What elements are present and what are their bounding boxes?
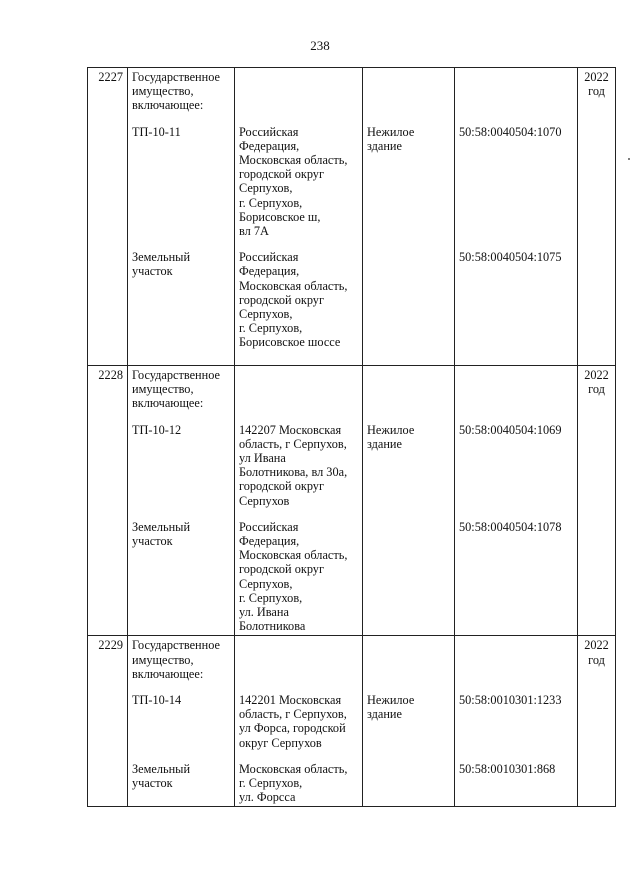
object-type-cell <box>363 366 455 636</box>
address-line: ул. Ивана <box>239 605 289 620</box>
address-line: Московская область, <box>239 761 348 776</box>
address-line: г. Серпухов, <box>239 321 303 336</box>
address-line: Московская область, <box>239 278 348 293</box>
entry-number: 2229 <box>88 636 128 807</box>
address-line: ул Ивана <box>239 451 286 465</box>
address-line: Федерация, <box>239 264 300 279</box>
cadastral-number: 50:58:0040504:1069 <box>459 422 562 437</box>
object-name-line: ТП-10-11 <box>132 124 181 139</box>
address-line: Федерация, <box>239 138 300 153</box>
address-cell <box>235 366 363 636</box>
address-line: Российская <box>239 519 299 534</box>
address-cell <box>235 636 363 807</box>
address-line: Серпухов, <box>239 181 293 196</box>
group-title-line: включающее: <box>132 396 204 411</box>
cadastral-number: 50:58:0010301:868 <box>459 761 556 776</box>
object-name-line: участок <box>132 776 173 791</box>
object-type-line: здание <box>367 138 402 153</box>
address-line: Федерация, <box>239 534 300 549</box>
address-line: Московская область, <box>239 153 348 167</box>
cadastral-number-cell <box>455 636 578 807</box>
cadastral-number: 50:58:0040504:1075 <box>459 250 562 265</box>
cadastral-number: 50:58:0040504:1078 <box>459 519 562 534</box>
address-line: городской округ <box>239 479 324 494</box>
object-name-cell <box>128 366 235 636</box>
object-type-line: Нежилое <box>367 422 415 437</box>
address-line: Серпухов, <box>239 576 293 591</box>
group-title-line: Государственное <box>132 368 220 382</box>
object-name-line: ТП-10-12 <box>132 422 182 437</box>
entry-number: 2228 <box>88 366 128 636</box>
address-line: округ Серпухов <box>239 735 322 750</box>
object-type-cell <box>363 636 455 807</box>
group-title-line: Государственное <box>132 70 220 84</box>
group-title-line: имущество, <box>132 652 194 667</box>
address-line: Борисовское шоссе <box>239 335 341 350</box>
group-title-line: имущество, <box>132 382 194 397</box>
cadastral-number: 50:58:0040504:1070 <box>459 124 562 139</box>
address-line: Болотникова, вл 30а, <box>239 465 348 480</box>
object-type-line: Нежилое <box>367 693 415 708</box>
group-title-line: Государственное <box>132 638 220 653</box>
address-line: городской округ <box>239 562 324 577</box>
object-name-cell <box>128 636 235 807</box>
address-line: Московская область, <box>239 548 348 563</box>
object-name-line: участок <box>132 534 173 548</box>
cadastral-number: 50:58:0010301:1233 <box>459 693 562 708</box>
object-name-line: Земельный <box>132 761 191 776</box>
cadastral-number-cell <box>455 366 578 636</box>
registry-entry-row <box>88 68 616 366</box>
address-line: область, г Серпухов, <box>239 707 347 722</box>
address-line: ул Форса, городской <box>239 721 346 736</box>
address-line: Российская <box>239 250 299 265</box>
object-type-line: Нежилое <box>367 124 415 139</box>
object-type-cell <box>363 68 455 366</box>
object-type-line: здание <box>367 707 402 722</box>
page-number: 238 <box>310 38 330 53</box>
address-line: городской округ <box>239 292 324 307</box>
address-line: вл 7А <box>239 224 269 239</box>
address-line: 142207 Московская <box>239 422 342 437</box>
address-line: Серпухов <box>239 493 290 508</box>
address-line: Серпухов, <box>239 307 293 322</box>
registry-entry-row <box>88 366 616 636</box>
object-type-line: здание <box>367 436 402 451</box>
year-cell: 2022 год <box>578 366 616 636</box>
address-line: г. Серпухов, <box>239 195 303 210</box>
object-name-line: участок <box>132 264 173 279</box>
address-line: городской округ <box>239 167 324 182</box>
object-name-line: Земельный <box>132 250 191 265</box>
address-line: Российская <box>239 124 299 139</box>
cadastral-number-cell <box>455 68 578 366</box>
property-registry-table <box>87 67 616 807</box>
address-cell <box>235 68 363 366</box>
scan-artifact <box>628 158 630 160</box>
object-name-cell <box>128 68 235 366</box>
group-title-line: включающее: <box>132 98 204 113</box>
year-cell: 2022 год <box>578 636 616 807</box>
address-line: ул. Форсса <box>239 790 296 805</box>
entry-number: 2227 <box>88 68 128 366</box>
address-line: г. Серпухов, <box>239 776 303 791</box>
registry-entry-row <box>88 636 616 807</box>
address-line: Борисовское ш, <box>239 209 321 224</box>
year-cell: 2022 год <box>578 68 616 366</box>
group-title-line: включающее: <box>132 666 204 681</box>
group-title-line: имущество, <box>132 84 194 99</box>
address-line: г. Серпухов, <box>239 590 303 605</box>
address-line: 142201 Московская <box>239 693 342 708</box>
address-line: Болотникова <box>239 619 306 634</box>
object-name-line: ТП-10-14 <box>132 693 182 708</box>
object-name-line: Земельный <box>132 519 191 534</box>
address-line: область, г Серпухов, <box>239 436 347 451</box>
